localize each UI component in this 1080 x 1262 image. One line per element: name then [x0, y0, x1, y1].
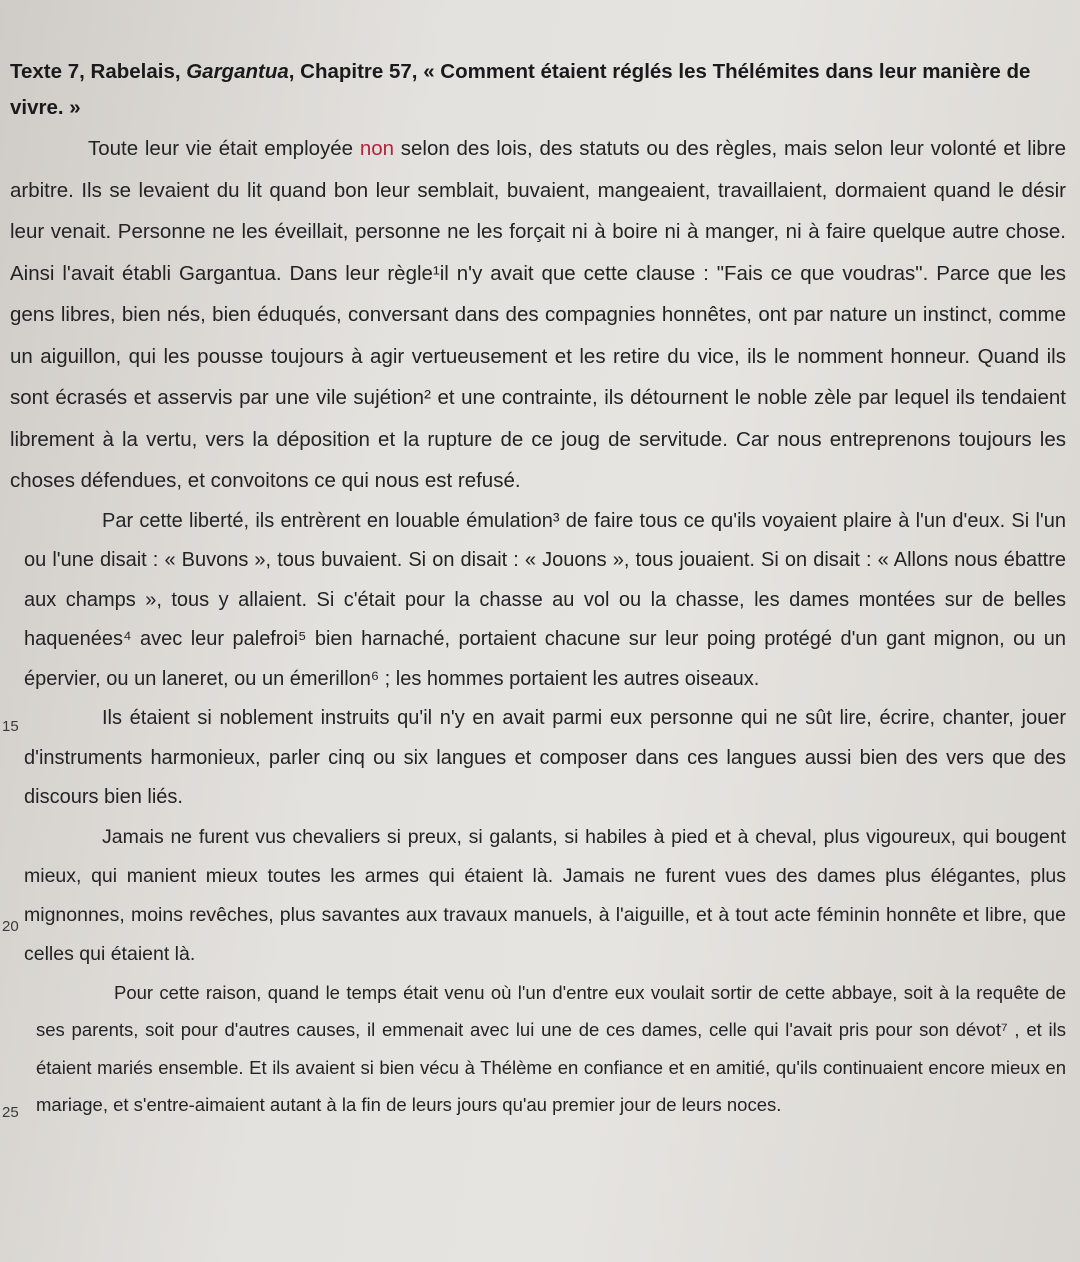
paragraph-2: Par cette liberté, ils entrèrent en louable émulation³ de faire tous ce qu'ils voyaient plaire à l'un d'eux. Si l'un ou l'une disait : « Buvons », tous buvaient. Si on disait : « Jouons », tous jouaient. Si on disait : « Allons nous ébattre aux champs », tous y allaient. Si c'était pour la chasse au vol ou la chasse, les dames montées sur de belles haquenées⁴ avec leur palefroi⁵ bien harnaché, portaient chacune sur leur poing protégé d'un gant mignon, ou un épervier, ou un laneret, ou un émerillon⁶ ; les hommes portaient les autres oiseaux. — [24, 509, 1066, 690]
title-suffix: , Chapitre 57, « Comment étaient réglés les Thélémites dans leur manière de vivre. » — [10, 60, 1031, 119]
paragraph-1 — [10, 128, 1066, 502]
document-body — [10, 54, 1066, 1124]
p1-start: Toute leur vie était employée — [88, 137, 360, 160]
p1-rest: selon des lois, des statuts ou des règles, mais selon leur volonté et libre arbitre. Ils se levaient du lit quand bon leur semblait, buvaient, mangeaient, travaillaient, dormaient quand le désir leur venait. Personne ne les éveillait, personne ne les forçait ni à boire ni à manger, ni à faire quelque autre chose. Ainsi l'avait établi Gargantua. Dans leur règle¹il n'y avait que cette clause : "Fais ce que voudras". Parce que les gens libres, bien nés, bien éduqués, conversant dans des compagnies honnêtes, ont par nature un instinct, comme un aiguillon, qui les pousse toujours à agir vertueusement et les retire du vice, ils le nomment honneur. Quand ils sont écrasés et asservis par une vile sujétion² et une contrainte, ils détournent le noble zèle par lequel ils tendaient librement à la vertu, vers la déposition et la rupture de ce joug de servitude. Car nous entreprenons toujours les choses défendues, et convoitons ce qui nous est refusé. — [10, 137, 1066, 492]
line-number-15: 15 — [2, 718, 19, 735]
paragraph-4: Jamais ne furent vus chevaliers si preux, si galants, si habiles à pied et à cheval, plus vigoureux, qui bougent mieux, qui manient mieux toutes les armes qui étaient là. Jamais ne furent vues des dames plus élégantes, plus mignonnes, moins revêches, plus savantes aux travaux manuels, à l'aiguille, et à tout acte féminin honnête et libre, que celles qui étaient là. — [24, 825, 1066, 965]
paragraph-5: Pour cette raison, quand le temps était venu où l'un d'entre eux voulait sortir de cette abbaye, soit à la requête de ses parents, soit pour d'autres causes, il emmenait avec lui une de ces dames, celle qui l'avait pris pour son dévot⁷ , et ils étaient mariés ensemble. Et ils avaient si bien vécu à Thélème en confiance et en amitié, qu'ils continuaient encore mieux en mariage, et s'entre-aimaient autant à la fin de leurs jours qu'au premier jour de leurs noces. — [36, 981, 1066, 1115]
paragraph-3: Ils étaient si noblement instruits qu'il n'y en avait parmi eux personne qui ne sût lire, écrire, chanter, jouer d'instruments harmonieux, parler cinq ou six langues et composer dans ces langues aussi bien des vers que des discours bien liés. — [24, 707, 1066, 808]
document-title — [10, 54, 1066, 126]
line-number-25: 25 — [2, 1104, 19, 1121]
title-work: Gargantua — [186, 60, 289, 83]
line-number-20: 20 — [2, 918, 19, 935]
p1-underlined-word: non — [359, 137, 395, 160]
title-prefix: Texte 7, Rabelais, — [10, 60, 187, 83]
